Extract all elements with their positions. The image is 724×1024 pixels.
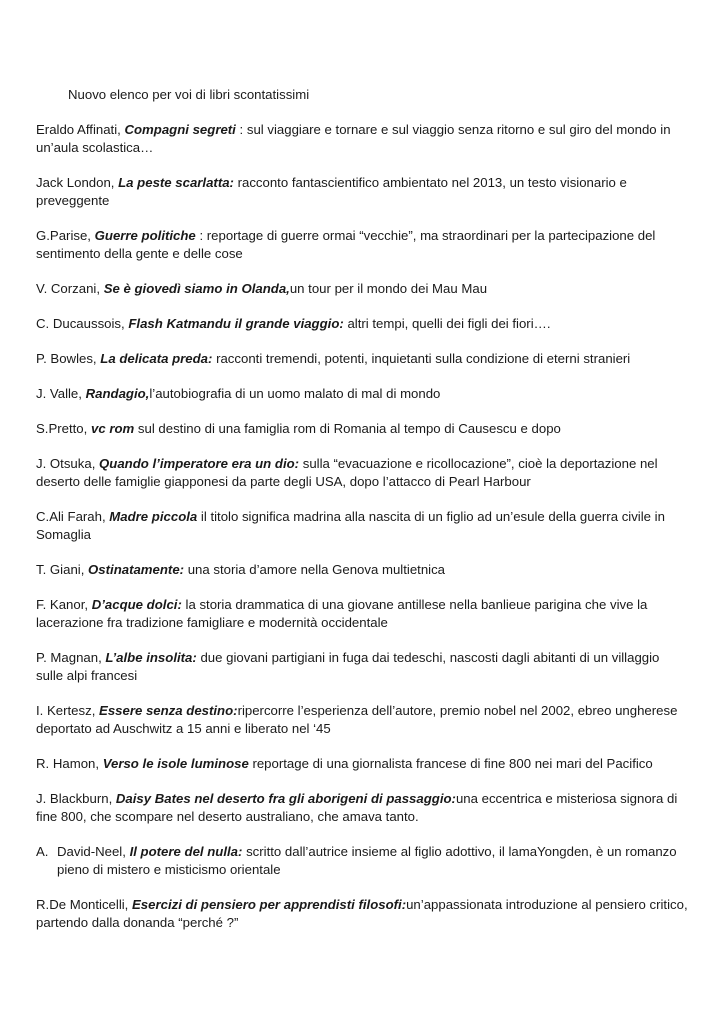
entry-author: I. Kertesz, [36,703,100,718]
entry-description: ripercorre l’esperienza dell’autore, premio nobel nel 2002, ebreo ungherese deportato ad Auschwitz a 15 anni e liberato nel ‘45 [36,703,678,736]
entry-description: un’appassionata introduzione al pensiero critico, partendo dalla donanda “perché ?” [36,897,688,930]
entry-author: F. Kanor, [36,597,92,612]
book-entry [36,280,688,298]
book-entry [36,385,688,403]
entry-book-title: Il potere del nulla: [129,844,243,859]
entry-book-title: La delicata preda: [100,351,213,366]
entry-author: V. Corzani, [36,281,104,296]
entry-author: R.De Monticelli, [36,897,133,912]
entry-description: una storia d’amore nella Genova multietnica [184,562,446,577]
entry-description: il titolo significa madrina alla nascita di un figlio ad un’esule della guerra civile in Somaglia [36,509,665,542]
entry-book-title: Essere senza destino: [99,703,238,718]
entry-author: S.Pretto, [36,421,91,436]
book-entry [36,455,688,491]
book-entry [36,420,688,438]
book-entry [36,350,688,368]
entry-description: l’autobiografia di un uomo malato di mal di mondo [149,386,441,401]
entry-book-title: Compagni segreti [124,122,236,137]
entry-book-title: Daisy Bates nel deserto fra gli aborigeni di passaggio: [115,791,456,806]
book-entry [36,121,688,157]
entry-book-title: Madre piccola [109,509,198,524]
entry-author: P. Bowles, [36,351,101,366]
entry-author: J. Valle, [36,386,86,401]
book-entry [36,896,688,932]
entry-author: G.Parise, [36,228,95,243]
book-entry [36,843,688,879]
entry-author: J. Blackburn, [36,791,116,806]
entry-author: R. Hamon, [36,756,103,771]
entry-description: racconti tremendi, potenti, inquietanti sulla condizione di eterni stranieri [212,351,631,366]
entry-description: racconto fantascientifico ambientato nel 2013, un testo visionario e preveggente [36,175,627,208]
book-entry [36,174,688,210]
entry-author: Jack London, [36,175,119,190]
entry-book-title: Flash Katmandu il grande viaggio: [128,316,344,331]
entry-description: : reportage di guerre ormai “vecchie”, ma straordinari per la partecipazione del sentimento della gente e delle cose [36,228,656,261]
entry-book-title: Randagio, [85,386,150,401]
book-entry [36,227,688,263]
entry-author: C. Ducaussois, [36,316,129,331]
entry-book-title: Quando l’imperatore era un dio: [99,456,300,471]
entry-description: reportage di una giornalista francese di fine 800 nei mari del Pacifico [248,756,653,771]
entry-description: la storia drammatica di una giovane antillese nella banlieue parigina che vive la lacerazione fra tradizione famigliare e modernità occidentale [36,597,648,630]
entry-book-title: L’albe insolita: [105,650,197,665]
entry-book-title: Guerre politiche [94,228,196,243]
entry-author: J. Otsuka, [36,456,100,471]
book-entry [36,315,688,333]
entry-book-title: Esercizi di pensiero per apprendisti filosofi: [132,897,407,912]
entry-book-title: vc rom [90,421,135,436]
book-entry [36,702,688,738]
entry-description: due giovani partigiani in fuga dai tedeschi, nascosti dagli abitanti di un villaggio sulle alpi francesi [36,650,660,683]
entry-description: sul destino di una famiglia rom di Romania al tempo di Causescu e dopo [134,421,561,436]
entry-description: scritto dall’autrice insieme al figlio adottivo, il lamaYongden, è un romanzo pieno di mistero e misticismo orientale [57,844,677,877]
page-title: Nuovo elenco per voi di libri scontatissimi [68,87,310,102]
entry-description: : sul viaggiare e tornare e sul viaggio senza ritorno e sul giro del mondo in un’aula scolastica… [36,122,671,155]
entry-book-title: D’acque dolci: [91,597,182,612]
entry-description: sulla “evacuazione e ricollocazione”, cioè la deportazione nel deserto delle famiglie giapponesi da parte degli USA, dopo l’attacco di Pearl Harbour [36,456,658,489]
entry-book-title: Ostinatamente: [88,562,185,577]
list-marker: A. [36,844,49,859]
book-entry [36,790,688,826]
entry-author: C.Ali Farah, [36,509,110,524]
entry-book-title: Verso le isole luminose [102,756,249,771]
book-entry [36,561,688,579]
book-entry [36,508,688,544]
book-entry [36,596,688,632]
entry-author: T. Giani, [36,562,89,577]
book-entry [36,649,688,685]
book-entry [36,755,688,773]
entry-author: David-Neel, [57,844,130,859]
entry-description: altri tempi, quelli dei figli dei fiori…. [343,316,551,331]
entry-author: P. Magnan, [36,650,106,665]
entry-description: un tour per il mondo dei Mau Mau [289,281,488,296]
entry-author: Eraldo Affinati, [36,122,125,137]
entry-book-title: La peste scarlatta: [118,175,234,190]
entry-description: una eccentrica e misteriosa signora di fine 800, che scompare nel deserto australiano, che amava tanto. [36,791,678,824]
entry-book-title: Se è giovedì siamo in Olanda, [103,281,290,296]
